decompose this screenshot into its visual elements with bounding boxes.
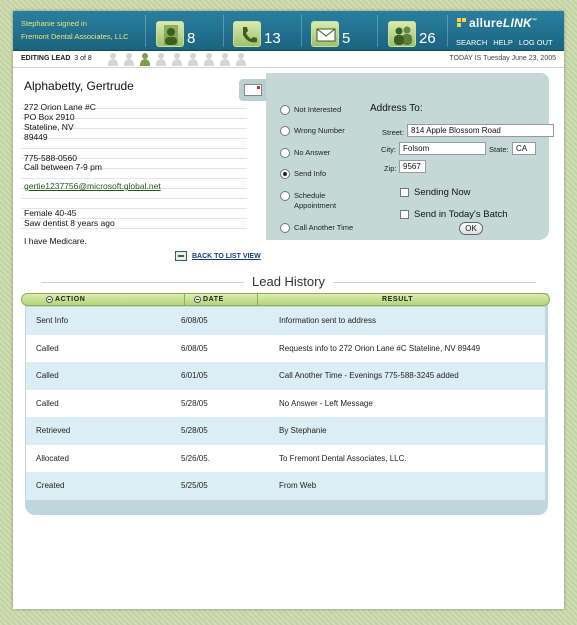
row-result: By Stephanie xyxy=(279,426,327,436)
lead-email-link[interactable]: gertie1237756@microsoft.global.net xyxy=(24,181,161,191)
signin-user: Stephanie signed in xyxy=(21,19,87,28)
search-link[interactable]: SEARCH xyxy=(456,38,488,47)
sort-icon[interactable] xyxy=(194,296,201,303)
city-label: City: xyxy=(381,145,396,154)
lead-demographic: Female 40-45 xyxy=(24,208,77,218)
option-label: Send Info xyxy=(294,169,327,178)
counter-contacts-value: 8 xyxy=(187,30,196,47)
table-row xyxy=(26,335,545,363)
row-action: Allocated xyxy=(36,453,69,463)
lead-address-line4: 89449 xyxy=(24,132,48,142)
table-row xyxy=(26,472,545,500)
row-action: Called xyxy=(36,371,59,381)
address-to-heading: Address To: xyxy=(370,103,423,114)
row-action: Retrieved xyxy=(36,426,71,436)
counter-contacts[interactable] xyxy=(156,15,195,47)
allurelink-logo xyxy=(457,16,537,30)
table-row xyxy=(26,445,545,473)
back-to-list-link[interactable] xyxy=(175,251,261,261)
row-action: Created xyxy=(36,481,65,491)
lead-note: I have Medicare. xyxy=(24,236,87,246)
lead-person-icon[interactable] xyxy=(203,53,215,66)
lead-person-icon[interactable] xyxy=(235,53,247,66)
column-action-label: ACTION xyxy=(55,296,86,303)
sending-now-label: Sending Now xyxy=(414,187,471,198)
sending-now-checkbox[interactable] xyxy=(400,188,409,197)
counter-calls[interactable] xyxy=(233,15,281,47)
table-row xyxy=(26,362,545,390)
signin-company: Fremont Dental Associates, LLC xyxy=(21,32,129,41)
option-no-answer[interactable] xyxy=(280,148,330,158)
column-date-header[interactable] xyxy=(194,296,224,303)
radio-no-answer[interactable] xyxy=(280,148,290,158)
sending-now-option[interactable] xyxy=(400,187,471,198)
row-date: 5/28/05 xyxy=(181,426,208,436)
today-date: TODAY IS Tuesday June 23, 2005 xyxy=(449,55,556,62)
signin-info xyxy=(21,17,129,43)
street-input[interactable]: 814 Apple Blossom Road xyxy=(407,124,554,137)
state-input[interactable]: CA xyxy=(512,142,536,155)
lead-history-title: Lead History xyxy=(244,274,333,289)
list-view-icon xyxy=(175,251,187,261)
lead-person-icon[interactable] xyxy=(155,53,167,66)
lead-pager xyxy=(107,53,247,66)
row-action: Called xyxy=(36,398,59,408)
table-row xyxy=(26,390,545,418)
sort-icon[interactable] xyxy=(46,296,53,303)
header-divider xyxy=(377,15,378,47)
editing-position: 3 of 8 xyxy=(74,55,92,62)
lead-person-icon[interactable] xyxy=(123,53,135,66)
disposition-panel xyxy=(266,73,549,240)
contact-card-icon xyxy=(156,21,184,47)
editing-label: EDITING LEAD xyxy=(21,55,71,62)
phone-icon xyxy=(233,21,261,47)
logo-prefix: allure xyxy=(469,16,503,30)
lead-person-icon[interactable] xyxy=(187,53,199,66)
lead-address-line2: PO Box 2910 xyxy=(24,112,75,122)
group-icon xyxy=(388,21,416,47)
option-wrong-number[interactable] xyxy=(280,126,345,136)
row-result: From Web xyxy=(279,481,317,491)
header-divider xyxy=(223,15,224,47)
lead-person-icon[interactable] xyxy=(171,53,183,66)
header-divider xyxy=(145,15,146,47)
row-action: Called xyxy=(36,343,59,353)
row-date: 6/08/05 xyxy=(181,343,208,353)
option-label: Not Interested xyxy=(294,105,342,114)
envelope-icon xyxy=(244,84,262,96)
state-label: State: xyxy=(489,145,509,154)
lead-call-note: Call between 7-9 pm xyxy=(24,162,102,172)
editing-lead-status xyxy=(21,55,92,62)
radio-not-interested[interactable] xyxy=(280,105,290,115)
logo-tm: ™ xyxy=(532,18,538,24)
send-mail-tab[interactable] xyxy=(239,79,267,101)
lead-address-line3: Stateline, NV xyxy=(24,122,74,132)
history-rows xyxy=(26,307,545,500)
send-batch-label: Send in Today's Batch xyxy=(414,209,508,220)
lead-person-icon[interactable] xyxy=(139,53,151,66)
counter-groups[interactable] xyxy=(388,15,436,47)
row-result: Call Another Time - Evenings 775-588-3245 added xyxy=(279,371,459,381)
column-action-header[interactable] xyxy=(46,296,85,303)
street-label: Street: xyxy=(382,128,405,137)
history-table-header xyxy=(21,293,550,306)
row-date: 5/28/05 xyxy=(181,398,208,408)
logo-mark-icon xyxy=(457,18,467,28)
option-label: No Answer xyxy=(294,148,331,157)
lead-address-line1: 272 Orion Lane #C xyxy=(24,102,96,112)
zip-input[interactable]: 9567 xyxy=(399,160,426,173)
option-label-line2: Appointment xyxy=(294,201,337,210)
option-label xyxy=(294,191,336,211)
help-link[interactable]: HELP xyxy=(493,38,513,47)
counter-calls-value: 13 xyxy=(264,30,281,47)
option-label: Call Another Time xyxy=(294,223,354,232)
radio-call-another-time[interactable] xyxy=(280,223,290,233)
option-call-another-time[interactable] xyxy=(280,223,353,233)
city-input[interactable]: Folsom xyxy=(399,142,486,155)
ok-button[interactable]: OK xyxy=(459,222,483,235)
column-separator xyxy=(257,294,258,305)
lead-navigation-bar xyxy=(13,52,564,68)
header-divider xyxy=(447,15,448,47)
send-batch-option[interactable] xyxy=(400,209,508,220)
table-row xyxy=(26,417,545,445)
row-result: Requests info to 272 Orion Lane #C Stateline, NV 89449 xyxy=(279,343,481,353)
envelope-icon xyxy=(311,21,339,47)
zip-label: Zip: xyxy=(384,164,397,173)
option-schedule-appointment[interactable] xyxy=(280,191,336,211)
lead-phone: 775-588-0560 xyxy=(24,153,77,163)
lead-history-heading xyxy=(13,274,564,289)
row-result: Information sent to address xyxy=(279,316,376,326)
radio-wrong-number[interactable] xyxy=(280,126,290,136)
lead-name: Alphabetty, Gertrude xyxy=(24,79,134,93)
column-date-label: DATE xyxy=(203,296,224,303)
logout-link[interactable]: LOG OUT xyxy=(518,38,553,47)
back-to-list-label: BACK TO LIST VIEW xyxy=(192,252,261,260)
radio-schedule-appointment[interactable] xyxy=(280,191,290,201)
top-header xyxy=(13,11,564,51)
row-date: 6/08/05 xyxy=(181,316,208,326)
header-divider xyxy=(301,15,302,47)
lead-person-icon[interactable] xyxy=(107,53,119,66)
option-send-info[interactable] xyxy=(280,169,326,179)
column-separator xyxy=(184,294,185,305)
lead-dental-history: Saw dentist 8 years ago xyxy=(24,218,115,228)
column-result-label: RESULT xyxy=(382,296,414,303)
counter-mail-value: 5 xyxy=(342,30,351,47)
table-row xyxy=(26,307,545,335)
counter-mail[interactable] xyxy=(311,15,350,47)
row-date: 5/26/05. xyxy=(181,453,210,463)
row-date: 6/01/05 xyxy=(181,371,208,381)
option-label: Wrong Number xyxy=(294,126,345,135)
row-result: No Answer - Left Message xyxy=(279,398,373,408)
page xyxy=(13,11,564,609)
send-batch-checkbox[interactable] xyxy=(400,210,409,219)
option-label-line1: Schedule xyxy=(294,191,326,200)
top-links xyxy=(456,38,553,47)
column-result-header xyxy=(382,296,413,303)
row-result: To Fremont Dental Associates, LLC. xyxy=(279,453,407,463)
option-not-interested[interactable] xyxy=(280,105,341,115)
lead-person-icon[interactable] xyxy=(219,53,231,66)
radio-send-info[interactable] xyxy=(280,169,290,179)
row-date: 5/25/05 xyxy=(181,481,208,491)
counter-groups-value: 26 xyxy=(419,30,436,47)
row-action: Sent Info xyxy=(36,316,69,326)
logo-suffix: LINK xyxy=(502,16,533,30)
